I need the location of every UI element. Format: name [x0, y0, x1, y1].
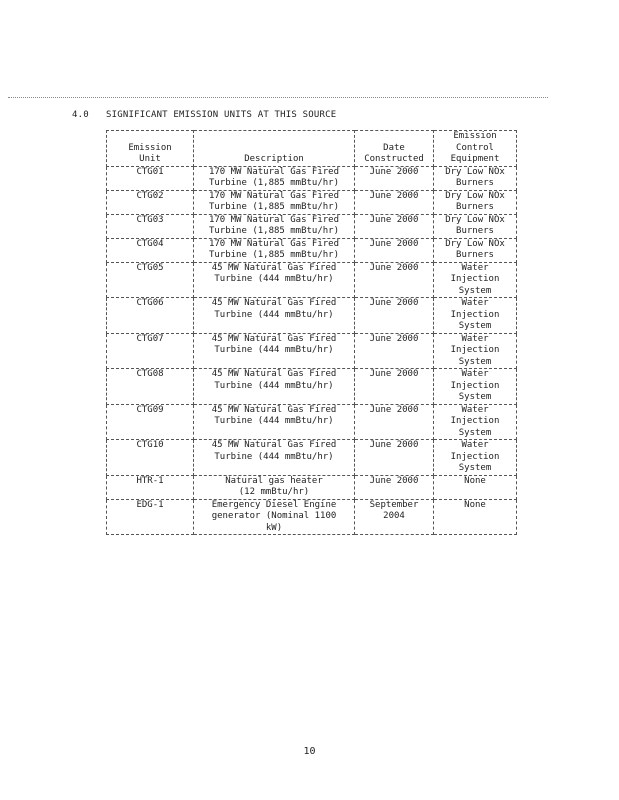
cell-control-line: Water: [461, 369, 489, 379]
table-row: [107, 262, 517, 298]
cell-unit: CTG08: [107, 369, 194, 405]
cell-date: June 2000: [355, 369, 434, 405]
cell-unit: CTG04: [107, 238, 194, 262]
cell-date: June 2000: [355, 214, 434, 238]
cell-description-line: 170 MW Natural Gas Fired: [208, 238, 340, 249]
cell-description-line: 170 MW Natural Gas Fired: [208, 166, 340, 177]
cell-description-line: 45 MW Natural Gas Fired: [211, 298, 337, 308]
cell-date: June 2000: [355, 298, 434, 334]
cell-control-line: Burners: [456, 178, 494, 188]
cell-description: [194, 369, 355, 405]
cell-description-line: Turbine (444 mmBtu/hr): [214, 380, 334, 391]
cell-unit: CTG01: [107, 166, 194, 190]
cell-description-line: kW): [265, 522, 283, 533]
cell-control-line: Water: [461, 333, 489, 344]
cell-unit: CTG09: [107, 404, 194, 440]
cell-date: June 2000: [355, 404, 434, 440]
cell-description-line: generator (Nominal 1100: [211, 511, 337, 521]
table-row: [107, 166, 517, 190]
cell-control: [434, 475, 517, 499]
cell-control-line: System: [458, 285, 492, 296]
cell-control-line: System: [458, 392, 492, 402]
cell-control: [434, 166, 517, 190]
cell-control-line: None: [464, 499, 486, 510]
cell-control-line: Water: [461, 298, 489, 308]
cell-description-line: Turbine (444 mmBtu/hr): [214, 309, 334, 320]
cell-control: [434, 404, 517, 440]
cell-description-line: (12 mmBtu/hr): [238, 487, 310, 497]
cell-description: [194, 440, 355, 476]
cell-control-line: Burners: [456, 202, 494, 212]
cell-unit: CTG05: [107, 262, 194, 298]
header-unit: [107, 131, 194, 167]
cell-unit: CTG10: [107, 440, 194, 476]
cell-description-line: 45 MW Natural Gas Fired: [211, 262, 337, 273]
cell-control-line: Injection: [450, 345, 500, 355]
cell-description: [194, 190, 355, 214]
cell-control-line: None: [464, 475, 486, 486]
cell-description: [194, 166, 355, 190]
cell-control: [434, 440, 517, 476]
cell-control: [434, 298, 517, 334]
cell-date: June 2000: [355, 333, 434, 369]
cell-unit: CTG07: [107, 333, 194, 369]
cell-unit: CTG06: [107, 298, 194, 334]
cell-date: June 2000: [355, 262, 434, 298]
table-row: [107, 475, 517, 499]
cell-control-line: Burners: [456, 250, 494, 260]
cell-description: [194, 298, 355, 334]
cell-control-line: Burners: [456, 226, 494, 236]
cell-description-line: Turbine (444 mmBtu/hr): [214, 274, 334, 284]
cell-control-line: Dry Low NOx: [445, 214, 505, 225]
table-row: [107, 238, 517, 262]
cell-control: [434, 333, 517, 369]
cell-control-line: System: [458, 463, 492, 473]
cell-date: June 2000: [355, 166, 434, 190]
cell-control-line: System: [458, 427, 492, 438]
cell-description-line: Turbine (444 mmBtu/hr): [214, 345, 334, 355]
table-header-row: [107, 131, 517, 167]
header-control-line: Emission: [453, 131, 497, 141]
table-row: [107, 369, 517, 405]
table-row: [107, 404, 517, 440]
header-unit-line: Emission: [128, 142, 172, 153]
cell-description: [194, 262, 355, 298]
cell-unit: EDG-1: [107, 499, 194, 535]
cell-date: June 2000: [355, 440, 434, 476]
cell-control-line: Injection: [450, 380, 500, 391]
cell-description-line: 170 MW Natural Gas Fired: [208, 190, 340, 201]
cell-control-line: Injection: [450, 274, 500, 284]
cell-control-line: Injection: [450, 416, 500, 426]
cell-control: [434, 369, 517, 405]
cell-description: [194, 404, 355, 440]
header-date: [355, 131, 434, 167]
cell-date: June 2000: [355, 475, 434, 499]
cell-description-line: Turbine (444 mmBtu/hr): [214, 451, 334, 462]
header-description: [194, 131, 355, 167]
cell-control-line: Injection: [450, 451, 500, 462]
section-number: 4.0: [72, 110, 89, 120]
scan-dotted-line: [8, 97, 548, 100]
cell-control: [434, 214, 517, 238]
cell-description-line: Natural gas heater: [225, 475, 323, 486]
cell-description-line: 45 MW Natural Gas Fired: [211, 440, 337, 450]
cell-description: [194, 499, 355, 535]
cell-description-line: Turbine (1,885 mmBtu/hr): [208, 250, 340, 260]
cell-description-line: Turbine (1,885 mmBtu/hr): [208, 226, 340, 236]
header-control-line: Equipment: [450, 154, 500, 164]
cell-control-line: Dry Low NOx: [445, 190, 505, 201]
section-title: SIGNIFICANT EMISSION UNITS AT THIS SOURCE: [106, 110, 337, 120]
table-row: [107, 298, 517, 334]
header-description-line: Description: [244, 154, 304, 164]
cell-description: [194, 333, 355, 369]
table-row: [107, 333, 517, 369]
cell-description: [194, 214, 355, 238]
cell-description-line: Turbine (1,885 mmBtu/hr): [208, 178, 340, 188]
cell-description: [194, 238, 355, 262]
cell-description-line: 45 MW Natural Gas Fired: [211, 369, 337, 379]
cell-description-line: 170 MW Natural Gas Fired: [208, 214, 340, 225]
cell-date: September 2004: [355, 499, 434, 535]
page-number: 10: [303, 746, 316, 757]
cell-control-line: Dry Low NOx: [445, 238, 505, 249]
cell-control-line: Dry Low NOx: [445, 166, 505, 177]
header-unit-line: Unit: [139, 154, 161, 164]
cell-control-line: System: [458, 356, 492, 367]
section-heading: [72, 110, 336, 120]
cell-unit: CTG03: [107, 214, 194, 238]
cell-description-line: 45 MW Natural Gas Fired: [211, 404, 337, 415]
table-row: [107, 440, 517, 476]
header-date-line: Date: [383, 142, 405, 153]
cell-control-line: System: [458, 321, 492, 331]
cell-description-line: 45 MW Natural Gas Fired: [211, 333, 337, 344]
cell-control-line: Water: [461, 440, 489, 450]
cell-date: June 2000: [355, 190, 434, 214]
cell-date: June 2000: [355, 238, 434, 262]
cell-description-line: Turbine (444 mmBtu/hr): [214, 416, 334, 426]
cell-control: [434, 190, 517, 214]
cell-unit: CTG02: [107, 190, 194, 214]
header-control-line: Control: [456, 142, 494, 153]
table-row: [107, 214, 517, 238]
cell-description-line: Emergency Diesel Engine: [211, 499, 337, 510]
cell-control: [434, 499, 517, 535]
table-row: [107, 499, 517, 535]
header-date-line: Constructed: [364, 154, 424, 164]
cell-description: [194, 475, 355, 499]
table-row: [107, 190, 517, 214]
table-body: [107, 166, 517, 535]
cell-control-line: Injection: [450, 309, 500, 320]
cell-description-line: Turbine (1,885 mmBtu/hr): [208, 202, 340, 212]
emission-units-table: [106, 130, 517, 535]
cell-control: [434, 238, 517, 262]
cell-control-line: Water: [461, 404, 489, 415]
cell-control-line: Water: [461, 262, 489, 273]
cell-unit: HTR-1: [107, 475, 194, 499]
cell-control: [434, 262, 517, 298]
header-control: [434, 131, 517, 167]
